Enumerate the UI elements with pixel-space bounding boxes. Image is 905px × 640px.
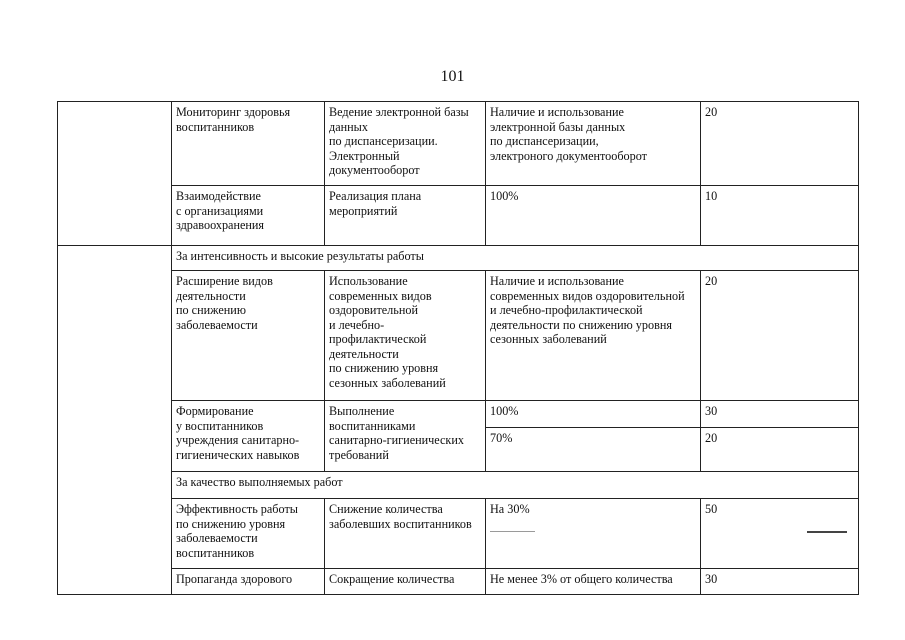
indicator-cell: Расширение видов деятельности по снижению заболеваемости bbox=[172, 271, 325, 401]
section-heading: За качество выполняемых работ bbox=[172, 472, 859, 499]
condition-cell: Не менее 3% от общего количества bbox=[486, 569, 701, 595]
criterion-cell: Сокращение количества bbox=[325, 569, 486, 595]
table-row bbox=[58, 102, 859, 186]
table-row bbox=[58, 401, 859, 428]
criterion-cell: Снижение количества заболевших воспитанников bbox=[325, 499, 486, 569]
indicator-cell: Мониторинг здоровья воспитанников bbox=[172, 102, 325, 186]
points-cell bbox=[701, 499, 859, 569]
table-row bbox=[58, 271, 859, 401]
table-row bbox=[58, 186, 859, 246]
indicator-cell: Взаимодействие с организациями здравоохранения bbox=[172, 186, 325, 246]
condition-cell bbox=[486, 499, 701, 569]
criteria-table bbox=[57, 101, 859, 595]
section-row bbox=[58, 472, 859, 499]
indicator-cell: Эффективность работы по снижению уровня заболеваемости воспитанников bbox=[172, 499, 325, 569]
blank-cell bbox=[58, 246, 172, 595]
blank-cell bbox=[58, 102, 172, 246]
criterion-cell: Использование современных видов оздоровительной и лечебно- профилактической деятельности по снижению уровня сезонных заболеваний bbox=[325, 271, 486, 401]
condition-cell: 100% bbox=[486, 401, 701, 428]
indicator-cell: Пропаганда здорового bbox=[172, 569, 325, 595]
condition-cell: Наличие и использование современных видов оздоровительной и лечебно-профилактической деятельности по снижению уровня сезонных заболеваний bbox=[486, 271, 701, 401]
criterion-cell: Выполнение воспитанниками санитарно-гигиенических требований bbox=[325, 401, 486, 472]
indicator-cell: Формирование у воспитанников учреждения санитарно- гигиенических навыков bbox=[172, 401, 325, 472]
table-row bbox=[58, 569, 859, 595]
scan-mark bbox=[807, 531, 847, 533]
condition-text: На 30% bbox=[490, 502, 530, 516]
section-row bbox=[58, 246, 859, 271]
scan-mark bbox=[490, 531, 535, 532]
section-heading: За интенсивность и высокие результаты работы bbox=[172, 246, 859, 271]
points-cell: 20 bbox=[701, 428, 859, 472]
condition-cell: 100% bbox=[486, 186, 701, 246]
points-cell: 20 bbox=[701, 271, 859, 401]
points-cell: 20 bbox=[701, 102, 859, 186]
condition-cell: 70% bbox=[486, 428, 701, 472]
points-cell: 30 bbox=[701, 401, 859, 428]
page-number: 101 bbox=[440, 68, 465, 85]
criterion-cell: Реализация плана мероприятий bbox=[325, 186, 486, 246]
points-cell: 10 bbox=[701, 186, 859, 246]
criterion-cell: Ведение электронной базы данных по диспансеризации. Электронный документооборот bbox=[325, 102, 486, 186]
points-cell: 30 bbox=[701, 569, 859, 595]
points-text: 50 bbox=[705, 502, 718, 516]
condition-cell: Наличие и использование электронной базы данных по диспансеризации, электроного документооборот bbox=[486, 102, 701, 186]
table-row bbox=[58, 499, 859, 569]
